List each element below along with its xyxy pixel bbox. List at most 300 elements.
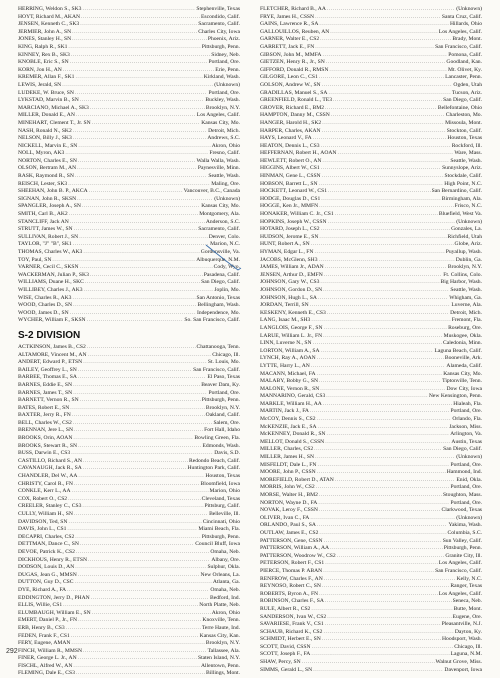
roster-entry [18,52,240,60]
roster-entry [18,120,240,128]
roster-entry [260,333,482,341]
roster-entry [18,670,240,678]
entry-hometown: Sacramento, Calif. [198,226,240,233]
entry-hometown: Chicago, Ill. [454,643,482,650]
entry-name: McKENNEY, Donald R., SN [260,431,326,438]
roster-entry [260,530,482,538]
entry-hometown: Billings, Mont. [205,670,240,677]
roster-entry [18,496,240,504]
leader-dots [84,287,214,295]
entry-hometown: Bellefontaine, Ohio [437,104,482,111]
entry-name: BROOKS, Stewart R., SN [18,442,78,449]
roster-entry [260,500,482,508]
entry-name: SCHMIDT, Herbert E., SN [260,636,321,643]
entry-hometown: Huntington Park, Calif. [187,465,240,472]
entry-hometown: Bedford, Ind. [210,594,240,601]
roster-entry [260,196,482,204]
entry-name: JORDAN, Terrill, SN [260,302,309,309]
entry-name: BARNES, James T., SN [18,389,73,396]
entry-name: ACTKINSON, James B., CS2 [18,343,86,350]
roster-entry [18,112,240,120]
leader-dots [322,583,449,591]
leader-dots [82,6,195,14]
leader-dots [318,424,449,432]
leader-dots [67,587,209,595]
leader-dots [70,219,205,227]
roster-entry [18,226,240,234]
roster-entry [260,264,482,272]
roster-entry [18,655,240,663]
entry-hometown: Kansas City, Mo. [201,203,240,210]
roster-entry [18,14,240,22]
roster-entry [260,325,482,333]
entry-name: BAILEY, Geoffrey L., SN [18,366,77,373]
entry-hometown: Santa Cruz, Calif. [441,13,482,20]
leader-dots [62,82,213,90]
entry-name: FERY, Eugene, AMAN [18,640,71,647]
entry-hometown: Dow City, Iowa [446,385,482,392]
leader-dots [315,14,441,22]
leader-dots [89,188,183,196]
entry-hometown: Ware, Mass. [454,150,482,157]
entry-name: HYMAN, Edgar L., FN [260,249,314,255]
leader-dots [317,469,446,477]
entry-name: GIETZEN, Henry R., Jr., SN [260,59,325,66]
entry-hometown: Stockton, Calif. [446,127,482,134]
roster-entry [260,29,482,37]
entry-name: THOMAS, Charles W., AK3 [18,249,83,255]
entry-name: ALTAMORE, Vincent M., AN [18,351,87,358]
entry-hometown: (Unknown) [456,454,482,461]
leader-dots [302,659,435,667]
roster-entry [18,625,240,633]
entry-name: MACANN, Michael, FA [260,370,316,377]
roster-entry [260,97,482,105]
entry-name: JACOBS, McGlenn, SH3 [260,256,318,263]
entry-hometown: Tallassee, Ala. [207,647,240,654]
entry-name: NICKELL, Marvin E., SN [18,142,78,149]
entry-hometown: Los Angeles, Calif. [438,28,482,35]
roster-entry [260,348,482,356]
entry-hometown: Atlanta, Ga. [212,579,240,586]
leader-dots [327,6,455,14]
entry-name: HOYT, Richard M., AKAN [18,13,81,20]
entry-name: HERRING, Weldon S., SK3 [18,6,82,12]
leader-dots [68,44,200,52]
entry-hometown: Brooklyn, N.Y. [205,104,240,111]
leader-dots [75,579,212,587]
entry-name: JENSEN, Arthur D., EMFN [260,271,323,278]
entry-hometown: Arlington, Va. [450,431,482,438]
roster-entry [18,310,240,318]
leader-dots [322,636,441,644]
leader-dots [80,541,194,549]
leader-dots [78,367,192,375]
leader-dots [73,241,209,249]
leader-dots [70,310,196,318]
leader-dots [83,359,207,367]
right-column [260,6,482,674]
roster-entry [260,82,482,90]
entry-name: JOHNSON, Hugh L., SA [260,294,317,301]
entry-hometown: Omaha, Neb. [210,548,240,555]
division-roster-top [18,6,240,325]
entry-name: HANGER, Harold H., SK2 [260,119,322,126]
roster-entry [260,363,482,371]
entry-name: MALONE, Vernon R., SN [260,385,320,392]
entry-name: ERB, Henry B., CS3 [18,624,65,631]
entry-name: NASH, Ronald N., SK2 [18,127,72,134]
roster-entry [260,507,482,515]
entry-hometown: North Platte, Neb. [199,602,240,609]
roster-entry [260,302,482,310]
entry-name: HEATON, Dennis L., CS3 [260,142,320,149]
entry-hometown: San Francisco, Calif. [435,567,482,574]
entry-name: LEWIS, Jerald, SN [18,81,62,88]
roster-entry [260,112,482,120]
entry-hometown: Gordonsville, Va. [200,249,240,255]
roster-entry [260,6,482,14]
entry-hometown: Los Angeles, Calif. [438,590,482,597]
entry-name: DAVIDSON, Ted, SN [18,518,68,525]
roster-entry [18,648,240,656]
entry-name: HEFFERNAN, Robert H., AOAN [260,150,337,157]
leader-dots [83,465,187,473]
entry-name: ROBERTS, Byron A., FN [260,590,319,597]
leader-dots [324,325,448,333]
leader-dots [316,484,450,492]
leader-dots [74,427,203,435]
entry-hometown: New Orleans, La. [200,571,240,578]
leader-dots [82,203,200,211]
roster-entry [260,241,482,249]
entry-name: ANDERT, Edward P., ETSN [18,359,83,366]
entry-name: NORTON, Charles E., SN [18,157,77,164]
leader-dots [326,431,449,439]
roster-entry [260,272,482,280]
leader-dots [63,602,198,610]
leader-dots [317,462,449,470]
entry-hometown: Bloomfield, Iowa [200,480,240,487]
entry-name: RASK, Raymond R., SN [18,173,74,180]
entry-hometown: Andrews, S.C. [207,135,240,142]
entry-name: PIERCE, Thomas P. ABAN [260,567,323,574]
entry-hometown: Sun Valley, Calif. [442,537,482,544]
roster-entry [260,439,482,447]
entry-name: FRYE, James H., CSSN [260,13,315,20]
leader-dots [321,143,451,151]
leader-dots [318,500,449,508]
roster-entry [18,595,240,603]
entry-name: CONKLE, Kerr L., AA [18,488,71,495]
leader-dots [326,393,428,401]
entry-hometown: Charleston, Mo. [445,112,482,119]
entry-hometown: Laguna, N.M. [450,651,482,658]
leader-dots [72,29,197,37]
leader-dots [83,249,199,257]
roster-entry [18,526,240,534]
roster-entry [18,602,240,610]
entry-name: TOY, Paul, SN [18,256,52,263]
leader-dots [317,371,443,379]
left-column [18,6,240,678]
roster-entry [260,226,482,234]
leader-dots [90,105,205,113]
page-number: 292 [6,648,18,655]
entry-hometown: Frisco, N.C. [454,203,482,210]
leader-dots [325,560,438,568]
entry-name: MALABY, Bobby G., SN [260,378,319,385]
leader-dots [73,663,200,671]
entry-name: JOHNSON, Gordon D., SN [260,286,323,293]
leader-dots [68,496,201,504]
roster-entry [260,21,482,29]
entry-hometown: Jackson, Miss. [449,423,482,430]
entry-hometown: Hialeah, Fla. [453,400,482,407]
entry-hometown: Vancouver, B.C., Canada [183,188,240,195]
leader-dots [79,234,208,242]
entry-name: KNOBLE, Eric S., SN [18,59,69,66]
roster-entry [260,135,482,143]
roster-entry [260,401,482,409]
roster-entry [18,90,240,98]
leader-dots [324,538,442,546]
leader-dots [65,150,208,158]
entry-name: EDDINGTON, Jerry D., PHAN [18,594,90,601]
entry-name: OLSON, Bertram M., AN [18,165,77,172]
entry-name: SAVARIESE, Frank V., CS1 [260,621,324,628]
roster-entry [18,211,240,219]
entry-name: CREELER, Stanley C., CS3 [18,503,82,510]
roster-entry [260,120,482,128]
roster-entry [18,390,240,398]
entry-hometown: Denver, Colo. [208,233,240,240]
entry-name: DUTTON, Guy D., CSC [18,579,74,586]
entry-hometown: San Diego, Calif. [201,279,240,286]
leader-dots [75,173,207,181]
entry-name: JONES, Stanley H., SN [18,36,72,43]
entry-hometown: Council Bluff, Iowa [195,541,240,548]
entry-name: DYE, Richard A., FA [18,586,67,593]
roster-entry [260,188,482,196]
entry-name: HOGGE, Ken Jr., MMFN [260,203,319,210]
entry-name: LORTON, William A., SA [260,347,320,354]
entry-name: PETERSON, Robert F., CS1 [260,560,325,567]
entry-name: BUSS, Darwin E., CS3 [18,450,71,457]
entry-name: HUDSON, Jerome E., SN [260,233,319,240]
roster-entry [18,587,240,595]
roster-entry [260,165,482,173]
entry-name: ELLIS, Willie, CS1 [18,602,63,609]
roster-entry [18,420,240,428]
entry-hometown: Escondido, Calif. [201,13,240,20]
entry-name: HARPER, Charles, AKAN [260,127,321,134]
entry-name: SMITH, Carl B., AK2 [18,211,68,218]
roster-entry [260,105,482,113]
leader-dots [320,386,445,394]
entry-name: SHAW, Percy, SN [260,659,301,666]
entry-hometown: San Bernardino, Calif. [431,188,482,195]
entry-hometown: Butte, Mont. [453,605,482,612]
leader-dots [78,572,200,580]
entry-hometown: Ft. Collins, Colo. [443,271,482,278]
leader-dots [74,481,200,489]
leader-dots [317,416,452,424]
leader-dots [322,128,446,136]
leader-dots [326,59,446,67]
leader-dots [71,450,213,458]
entry-hometown: Cody, Wyo. [213,264,240,271]
entry-name: KREMER, Allan F., SK1 [18,74,75,81]
entry-hometown: Omaha, Neb. [210,586,240,593]
roster-entry [18,412,240,420]
entry-hometown: Seneca, Neb. [452,598,482,605]
roster-entry [18,564,240,572]
leader-dots [335,477,456,485]
roster-entry [260,90,482,98]
entry-hometown: Charles City, Iowa [198,28,240,35]
leader-dots [66,625,201,633]
entry-hometown: Granite City, Ill. [445,552,482,559]
roster-entry [18,6,240,14]
roster-entry [18,443,240,451]
leader-dots [72,412,205,420]
leader-dots [320,279,439,287]
entry-hometown: San Antonio, Texas [196,294,240,301]
entry-name: MARKLE, William H., AA [260,400,322,407]
leader-dots [76,670,205,678]
leader-dots [322,173,444,181]
entry-name: NELSON, Billy J., SK3 [18,135,72,142]
entry-name: BRENNAN, Jere L., SN [18,427,74,434]
entry-name: MORRIS, John W., CS2 [260,484,315,491]
roster-entry [18,173,240,181]
entry-name: CULLY, William H., SN [18,511,73,517]
entry-name: SANDERSON, Ivan W., CS2 [260,613,327,620]
leader-dots [328,219,456,227]
entry-name: KING, Ralph R., SK1 [18,43,68,50]
leader-dots [321,226,451,234]
roster-entry [18,59,240,67]
entry-name: WYCHER, William F., SKSN [18,317,86,324]
leader-dots [331,112,445,120]
entry-name: BROOKS, Orin, AOAN [18,435,73,442]
entry-name: WISE, Charles R., AK3 [18,294,72,301]
roster-entry [18,295,240,303]
entry-hometown: Stephenville, Texas [196,6,240,12]
leader-dots [325,598,452,606]
entry-hometown: Bluefield, West Va. [438,211,482,218]
entry-hometown: Gonzales, La. [451,226,482,233]
roster-entry [260,36,482,44]
entry-hometown: Albany, Ore. [211,556,240,563]
entry-hometown: Stockdale, Calif. [444,173,482,180]
roster-entry [260,295,482,303]
entry-hometown: Independence, Mo. [196,309,240,316]
entry-name: LINN, Luverne N., SN [260,340,312,347]
entry-hometown: Pleasantville, N.J. [441,621,482,628]
roster-entry [18,302,240,310]
entry-hometown: Pittsburgh, Penn. [201,43,240,50]
leader-dots [311,651,449,659]
roster-entry [260,469,482,477]
entry-name: MELLOT, Donald S., CSSN [260,438,325,445]
roster-entry [18,382,240,390]
leader-dots [74,226,198,234]
roster-entry [18,279,240,287]
leader-dots [73,128,207,136]
entry-hometown: Kelly, N.C. [456,575,482,582]
roster-entry [260,484,482,492]
entry-name: DICKHOUS, Henry R., ETSN [18,556,87,563]
entry-hometown: Hoodsport, Wash. [442,636,482,643]
roster-entry [18,450,240,458]
entry-hometown: Portland, Ore. [208,389,240,396]
leader-dots [310,408,449,416]
leader-dots [315,454,455,462]
leader-dots [75,74,202,82]
leader-dots [92,120,201,128]
leader-dots [319,591,438,599]
entry-name: PATTERSON, Woodrow W., CS2 [260,552,336,559]
leader-dots [324,272,443,280]
roster-entry [18,359,240,367]
entry-name: EMERT, Daniel P., Jr., FN [18,617,78,624]
roster-entry [260,340,482,348]
roster-entry [260,150,482,158]
entry-name: BARNETT, Vernon R., SN [18,397,79,404]
leader-dots [319,492,442,500]
entry-hometown: Houston, Texas [205,473,240,480]
leader-dots [74,511,208,519]
entry-name: NOLL, Myron, AK3 [18,150,65,157]
entry-hometown: Portland, Ore. [450,484,482,491]
entry-hometown: Anderson, S.C. [205,218,240,225]
leader-dots [321,196,440,204]
leader-dots [311,317,450,325]
roster-entry [260,538,482,546]
roster-entry [260,317,482,325]
roster-entry [18,150,240,158]
entry-name: GALLOUILLOS, Reuben, AN [260,28,330,35]
entry-hometown: Eugene, Ore. [452,613,482,620]
entry-hometown: Detroit, Mich. [208,127,240,134]
entry-name: ORLANDO, Paul S., SA [260,522,316,529]
entry-name: DEVOE, Patrick K., CS2 [18,548,75,555]
roster-entry [18,549,240,557]
leader-dots [323,333,442,341]
leader-dots [319,507,441,515]
roster-entry [260,393,482,401]
entry-hometown: Luverne, Ala. [451,302,482,309]
roster-entry [18,519,240,527]
roster-entry [18,196,240,204]
roster-entry [18,541,240,549]
roster-entry [260,651,482,659]
entry-hometown: Fort Hall, Idaho [204,427,240,434]
entry-hometown: Alameda, Calif. [446,362,482,369]
leader-dots [77,165,197,173]
roster-entry [260,560,482,568]
entry-name: FINCH, William R., MMSN [18,647,83,654]
leader-dots [323,287,449,295]
entry-hometown: Belleville, Ill. [209,511,240,517]
entry-hometown: Portland, Ore. [450,499,482,506]
roster-entry [18,188,240,196]
leader-dots [325,439,450,447]
division-roster-s2 [18,344,240,678]
entry-hometown: Whigham, Ga. [449,294,482,301]
